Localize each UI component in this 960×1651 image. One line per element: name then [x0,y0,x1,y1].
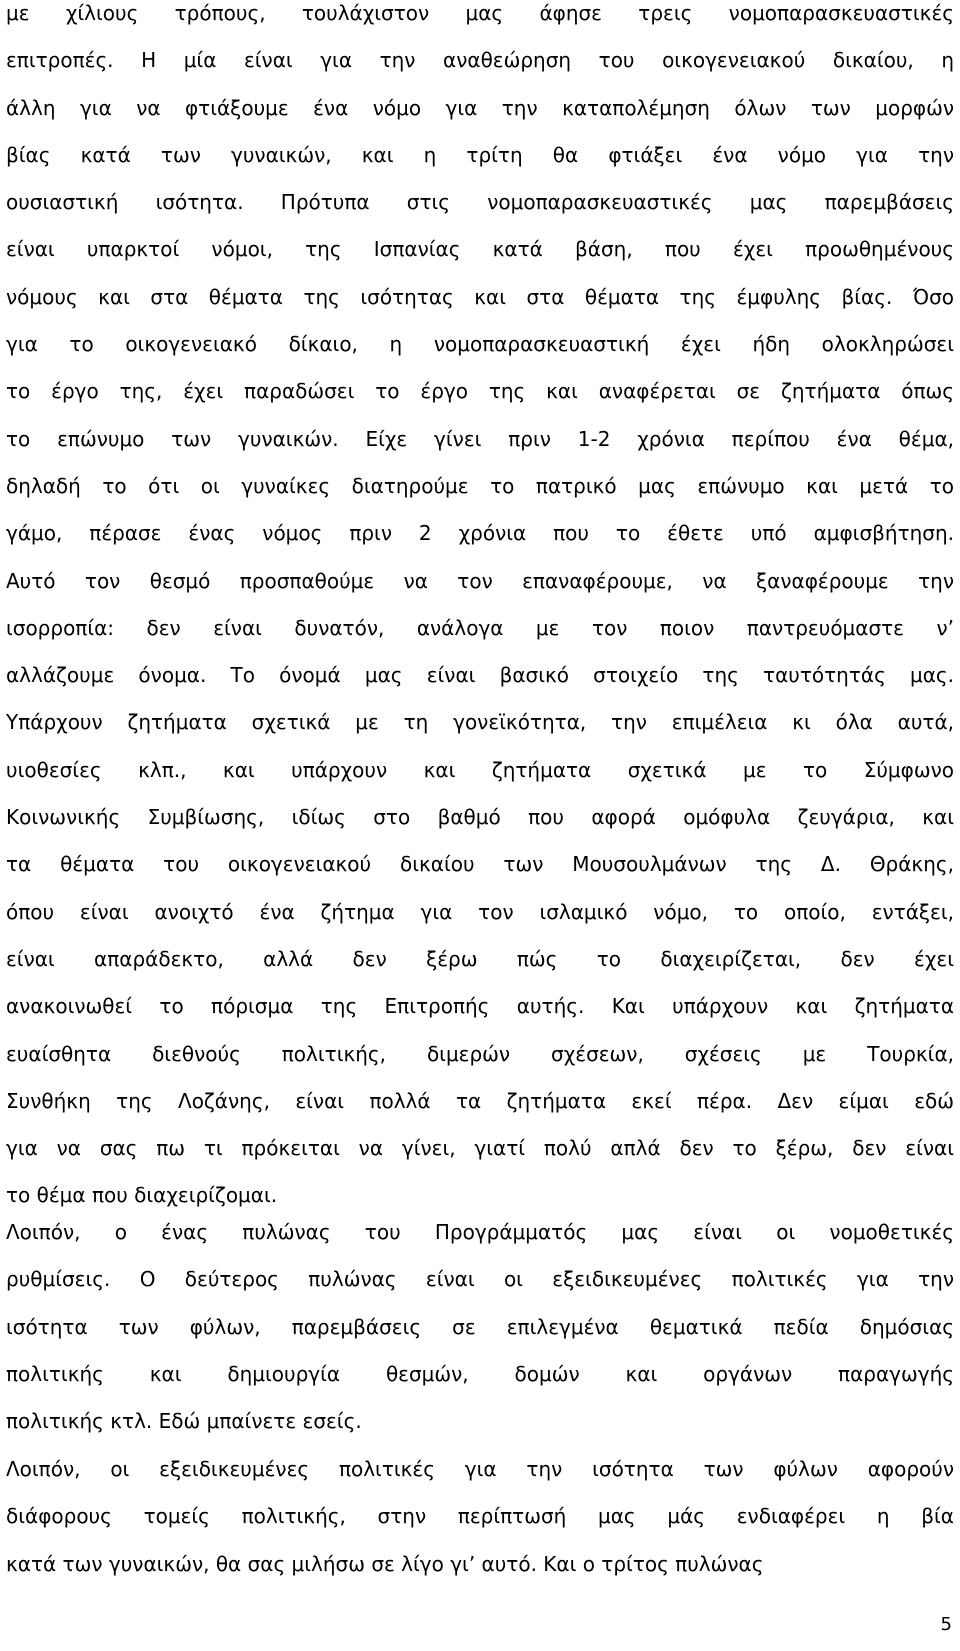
paragraph-2 [6,1209,954,1445]
text-line: γάμο, πέρασε ένας νόμος πριν 2 χρόνια που το έθετε υπό αμφισβήτηση. [6,521,954,546]
paragraph-3 [6,1446,954,1588]
text-line: ανακοινωθεί το πόρισμα της Επιτροπής αυτής. Και υπάρχουν και ζητήματα [6,994,954,1019]
text-line: για το οικογενειακό δίκαιο, η νομοπαρασκευαστική έχει ήδη ολοκληρώσει [6,332,954,357]
paragraph-1 [6,0,954,1220]
text-line: για να σας πω τι πρόκειται να γίνει, γιατί πολύ απλά δεν το ξέρω, δεν είναι [6,1136,954,1161]
text-line: άλλη για να φτιάξουμε ένα νόμο για την καταπολέμηση όλων των μορφών [6,95,954,120]
text-line: το θέμα που διαχειρίζομαι. [6,1183,278,1208]
text-line: Συνθήκη της Λοζάνης, είναι πολλά τα ζητήματα εκεί πέρα. Δεν είμαι εδώ [6,1088,954,1113]
text-line: το επώνυμο των γυναικών. Είχε γίνει πριν 1-2 χρόνια περίπου ένα θέμα, [6,426,954,451]
text-line: είναι απαράδεκτο, αλλά δεν ξέρω πώς το διαχειρίζεται, δεν έχει [6,946,954,971]
text-line: όπου είναι ανοιχτό ένα ζήτημα για τον ισλαμικό νόμο, το οποίο, εντάξει, [6,899,954,924]
text-line: βίας κατά των γυναικών, και η τρίτη θα φτιάξει ένα νόμο για την [6,142,954,167]
text-line: διάφορους τομείς πολιτικής, στην περίπτωσή μας μάς ενδιαφέρει η βία [6,1504,954,1529]
text-line: Λοιπόν, οι εξειδικευμένες πολιτικές για την ισότητα των φύλων αφορούν [6,1457,954,1481]
text-line: πολιτικής και δημιουργία θεσμών, δομών και οργάνων παραγωγής [6,1361,954,1386]
text-line: πολιτικής κτλ. Εδώ μπαίνετε εσείς. [6,1409,362,1434]
text-line: Υπάρχουν ζητήματα σχετικά με τη γονεϊκότητα, την επιμέλεια κι όλα αυτά, [6,710,954,735]
text-line: Αυτό τον θεσμό προσπαθούμε να τον επαναφέρουμε, να ξαναφέρουμε την [6,568,954,593]
text-line: το έργο της, έχει παραδώσει το έργο της και αναφέρεται σε ζητήματα όπως [6,379,954,404]
text-line: υιοθεσίες κλπ., και υπάρχουν και ζητήματα σχετικά με το Σύμφωνο [6,757,954,782]
text-line: είναι υπαρκτοί νόμοι, της Ισπανίας κατά βάση, που έχει προωθημένους [6,237,954,262]
text-line: δηλαδή το ότι οι γυναίκες διατηρούμε το πατρικό μας επώνυμο και μετά το [6,473,954,498]
text-line: ισότητα των φύλων, παρεμβάσεις σε επιλεγμένα θεματικά πεδία δημόσιας [6,1314,954,1339]
text-line: τα θέματα του οικογενειακού δικαίου των Μουσουλμάνων της Δ. Θράκης, [6,852,954,877]
text-line: Κοινωνικής Συμβίωσης, ιδίως στο βαθμό που αφορά ομόφυλα ζευγάρια, και [6,805,954,830]
text-line: ουσιαστική ισότητα. Πρότυπα στις νομοπαρασκευαστικές μας παρεμβάσεις [6,190,954,215]
text-line: ευαίσθητα διεθνούς πολιτικής, διμερών σχέσεων, σχέσεις με Τουρκία, [6,1041,954,1066]
text-line: ρυθμίσεις. Ο δεύτερος πυλώνας είναι οι εξειδικευμένες πολιτικές για την [6,1267,954,1292]
text-line: επιτροπές. Η μία είναι για την αναθεώρηση του οικογενειακού δικαίου, η [6,48,954,73]
page-number: 5 [940,1614,952,1635]
text-line: με χίλιους τρόπους, τουλάχιστον μας άφησε τρεις νομοπαρασκευαστικές [6,1,954,25]
text-line: Λοιπόν, ο ένας πυλώνας του Προγράμματός μας είναι οι νομοθετικές [6,1220,954,1244]
text-line: νόμους και στα θέματα της ισότητας και στα θέματα της έμφυλης βίας. Όσο [6,284,954,309]
text-line: αλλάζουμε όνομα. Το όνομά μας είναι βασικό στοιχείο της ταυτότητάς μας. [6,663,954,688]
text-line: κατά των γυναικών, θα σας μιλήσω σε λίγο γι’ αυτό. Και ο τρίτος πυλώνας [6,1551,764,1576]
text-line: ισορροπία: δεν είναι δυνατόν, ανάλογα με τον ποιον παντρευόμαστε ν’ [6,615,954,640]
